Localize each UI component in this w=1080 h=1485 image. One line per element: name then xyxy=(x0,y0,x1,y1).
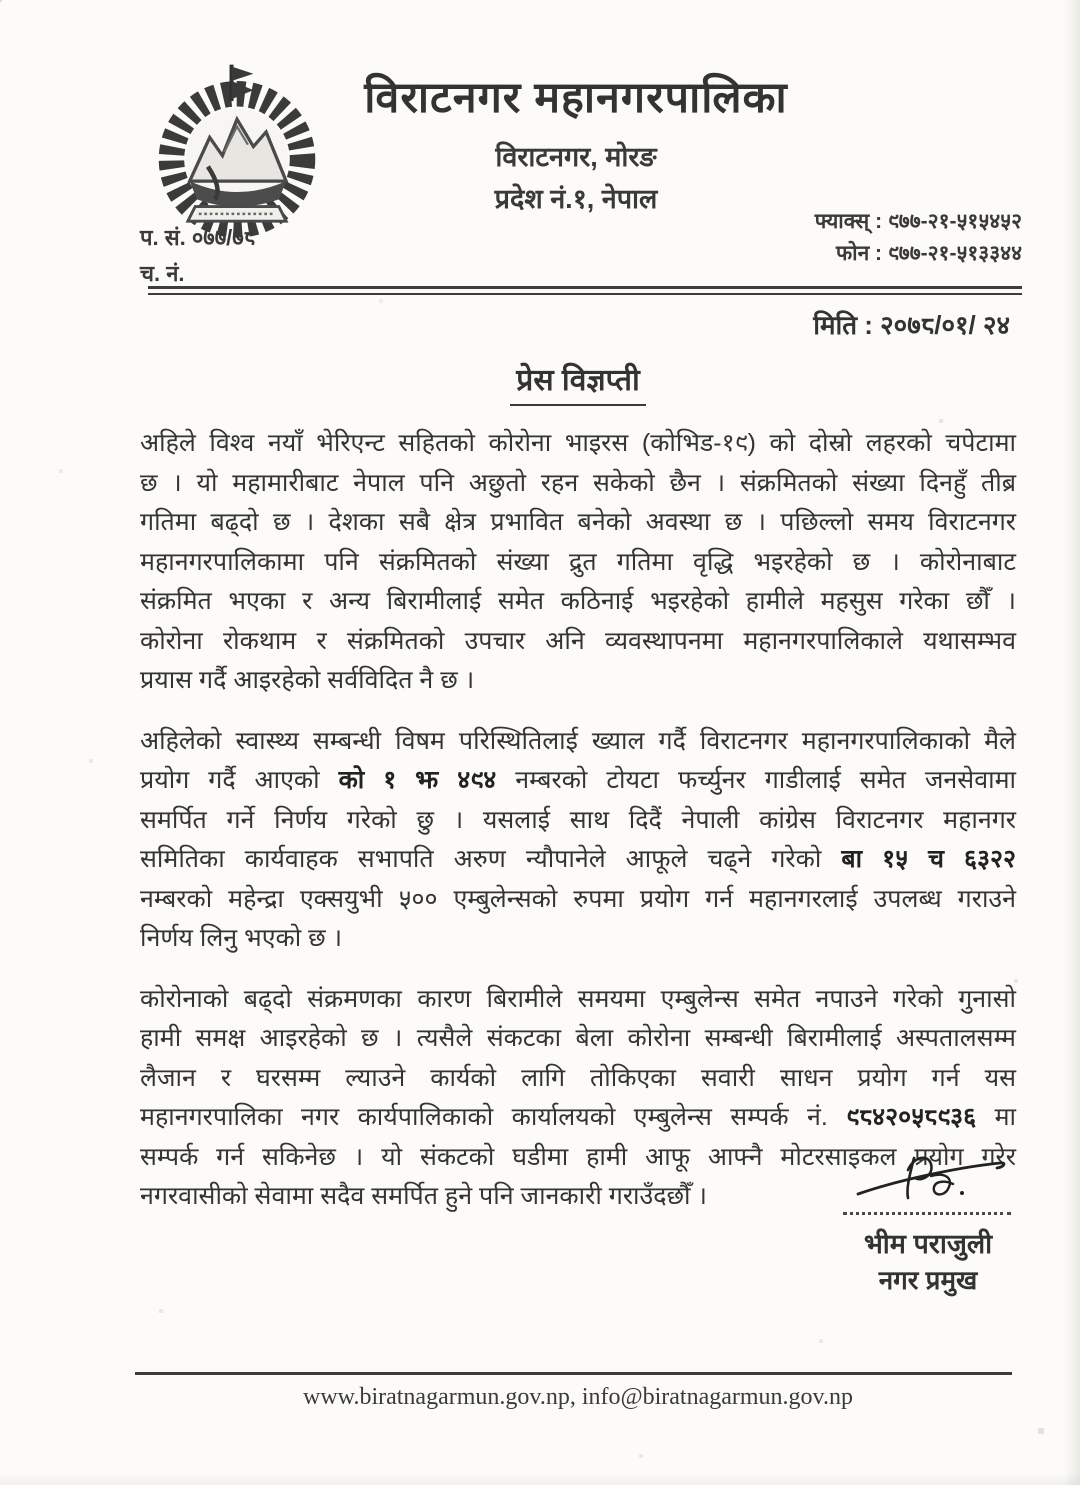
bold-text: को १ झ ४९४ xyxy=(338,766,497,794)
text: महानगरपालिकामा पनि संक्रमितको संख्या द्रुत गतिमा वृद्धि भइरहेको छ । कोरोनाबाट xyxy=(140,547,1016,576)
text: नम्बरको महेन्द्रा एक्सयुभी ५०० एम्बुलेन्सको रुपमा प्रयोग गर्न महानगरलाई उपलब्ध गराउने xyxy=(140,884,1016,913)
text: गतिमा बढ्दो छ । देशका सबै क्षेत्र प्रभावित बनेको अवस्था छ । पछिल्लो समय विराटनगर xyxy=(140,508,1016,536)
text: मा xyxy=(976,1103,1016,1131)
header-divider-line-2 xyxy=(148,293,1022,295)
footer-contact: www.biratnagarmun.gov.np, info@biratnagarmun.gov.np xyxy=(303,1384,853,1410)
text: नम्बरको टोयटा फर्च्युनर गाडीलाई समेत जनसेवामा xyxy=(496,766,1016,794)
paragraph-line xyxy=(140,980,1016,1020)
text: हामी समक्ष आइरहेको छ । त्यसैले संकटका बेला कोरोना सम्बन्धी बिरामीलाई अस्पतालसम्म xyxy=(140,1024,1016,1052)
paragraph xyxy=(140,722,1016,959)
scan-edge-shadow-right xyxy=(1064,0,1080,1485)
footer-divider-line xyxy=(135,1372,1012,1375)
paragraph-line xyxy=(140,1059,1016,1099)
signatory-title: नगर प्रमुख xyxy=(878,1265,978,1295)
paragraph-line xyxy=(140,761,1016,801)
date-line: मिति : २०७८/०१/ २४ xyxy=(813,310,1010,340)
header-divider-line xyxy=(148,286,1022,289)
text: समितिका कार्यवाहक सभापति अरुण न्यौपानेले आफूले चढ्ने गरेको xyxy=(140,845,842,873)
press-release-body xyxy=(140,424,1016,1217)
text: संक्रमित भएका र अन्य बिरामीलाई समेत कठिनाई भइरहेको हामीले महसुस गरेका छौँ । xyxy=(140,587,1016,615)
paragraph-line xyxy=(140,880,1016,920)
phone-number: फोन : ९७७-२१-५१३३४४ xyxy=(835,242,1022,265)
paragraph-line xyxy=(140,840,1016,880)
org-address-province: प्रदेश नं.१, नेपाल xyxy=(494,184,658,214)
bold-text: बा १५ च ६३२२ xyxy=(841,845,1016,873)
text: कोरोनाको बढ्दो संक्रमणका कारण बिरामीले समयमा एम्बुलेन्स समेत नपाउने गरेको गुनासो xyxy=(140,984,1016,1013)
text: महानगरपालिका नगर कार्यपालिकाको कार्यालयको एम्बुलेन्स सम्पर्क नं. xyxy=(140,1103,847,1131)
bold-text: ९८४२०५८९३६ xyxy=(846,1103,977,1131)
paragraph-line xyxy=(140,582,1016,622)
text: निर्णय लिनु भएको छ । xyxy=(140,924,343,952)
text: सम्पर्क गर्न सकिनेछ । यो संकटको घडीमा हामी आफू आफ्नै मोटरसाइकल प्रयोग गरेर xyxy=(140,1142,1016,1171)
org-name: विराटनगर महानगरपालिका xyxy=(364,74,788,122)
paragraph-line xyxy=(140,722,1016,762)
serial-number-label: च. नं. xyxy=(140,261,185,286)
text: नगरवासीको सेवामा सदैव समर्पित हुने पनि जानकारी गराउँदछौँ । xyxy=(140,1182,707,1210)
paragraph-line xyxy=(140,424,1016,464)
paragraph-line xyxy=(140,543,1016,583)
text: छ । यो महामारीबाट नेपाल पनि अछुतो रहन सकेको छैन । संक्रमितको संख्या दिनहुँ तीब्र xyxy=(140,468,1016,497)
municipal-emblem-icon xyxy=(146,58,328,246)
paragraph-line xyxy=(140,661,1016,701)
paragraph-line xyxy=(140,503,1016,543)
paragraph-line xyxy=(140,1019,1016,1059)
paragraph-line xyxy=(140,919,1016,959)
signature-dotted-line xyxy=(843,1186,1011,1215)
paragraph-line xyxy=(140,1098,1016,1138)
signatory-name: भीम पराजुली xyxy=(863,1229,993,1259)
org-address-city: विराटनगर, मोरङ xyxy=(495,142,657,172)
text: समर्पित गर्ने निर्णय गरेको छु । यसलाई साथ दिदैं नेपाली कांग्रेस विराटनगर महानगर xyxy=(140,805,1016,834)
paragraph-line xyxy=(140,801,1016,841)
scan-noise xyxy=(0,0,2,2)
letterhead xyxy=(330,70,822,216)
document-title-wrap xyxy=(140,358,1016,406)
text: प्रयोग गर्दै आएको xyxy=(140,766,339,794)
paragraph-line xyxy=(140,464,1016,504)
fax-number: फ्याक्स् : ९७७-२१-५१५४५२ xyxy=(814,210,1022,233)
text: अहिले विश्व नयाँ भेरिएन्ट सहितको कोरोना भाइरस (कोभिड-१९) को दोस्रो लहरको चपेटामा xyxy=(140,429,1016,457)
text: प्रयास गर्दै आइरहेको सर्वविदित नै छ । xyxy=(140,666,475,694)
paragraph xyxy=(140,424,1016,701)
text: अहिलेको स्वास्थ्य सम्बन्धी विषम परिस्थितिलाई ख्याल गर्दै विराटनगर महानगरपालिकाको मैले xyxy=(140,726,1016,755)
paragraph-line xyxy=(140,622,1016,662)
text: कोरोना रोकथाम र संक्रमितको उपचार अनि व्यवस्थापनमा महानगरपालिकाले यथासम्भव xyxy=(140,626,1016,655)
reference-number: प. सं. ०७७/७८ xyxy=(140,225,256,250)
scan-edge-shadow-bottom xyxy=(0,1473,1080,1485)
text: लैजान र घरसम्म ल्याउने कार्यको लागि तोकिएका सवारी साधन प्रयोग गर्न यस xyxy=(140,1063,1016,1092)
document-title: प्रेस विज्ञप्ती xyxy=(510,358,645,406)
